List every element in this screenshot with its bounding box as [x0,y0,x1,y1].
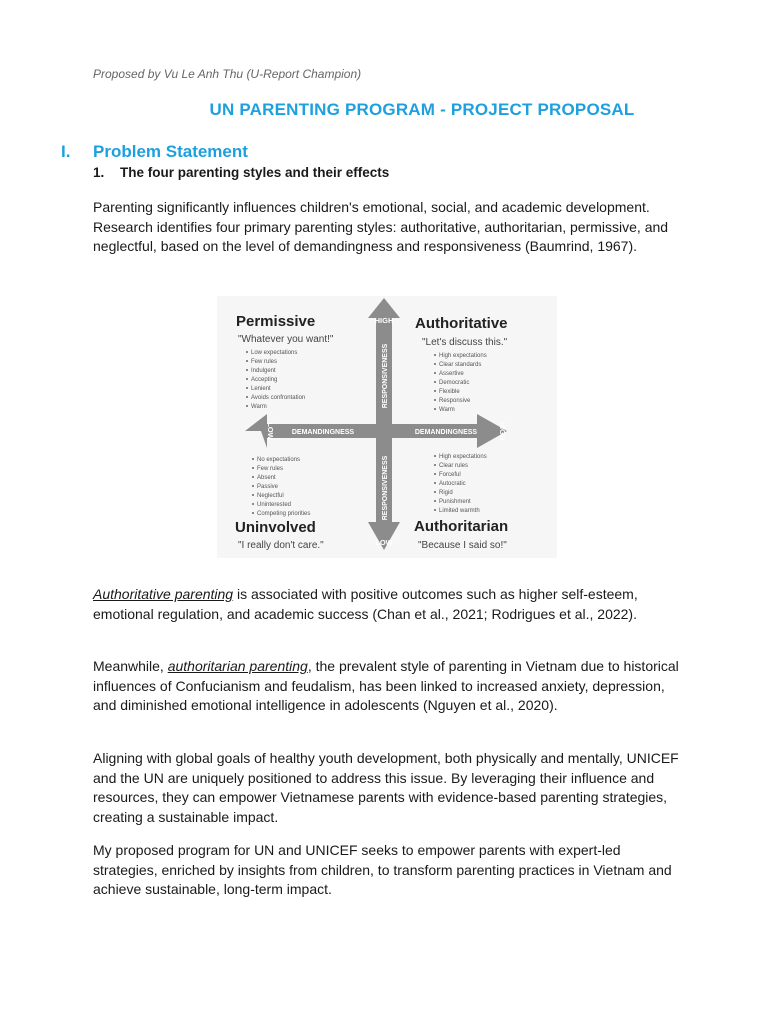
trait-item: Clear rules [439,463,469,469]
axis-demandingness-left: DEMANDINGNESS [291,429,355,436]
paragraph-global-goals: Aligning with global goals of healthy youth development, both physically and mentally, UNICEF and the UN are uniquely positioned to address this issue. By leveraging their influence and resources, they can empower Vietnamese parents with evidence-based parenting strategies, creating a sustainable impact. [93,750,679,825]
bullet [252,503,254,505]
bullet [434,381,436,383]
trait-item: Lenient [251,386,271,392]
trait-item: Neglectful [257,493,284,499]
bullet [434,372,436,374]
paragraph-authoritative-text: is associated with positive outcomes such as higher self-esteem, emotional regulation, and academic success (Chan et al., 2021; Rodrigues et al., 2022). [93,586,638,622]
authoritative-parenting-term: Authoritative parenting [93,586,234,602]
paragraph-authoritative [93,585,683,624]
paragraph-intro: Parenting significantly influences children's emotional, social, and academic development. Research identifies four primary parenting styles: authoritative, authoritarian, permissive, and neglectful, based on the level of demandingness and responsiveness (Baumrind, 1967). [93,199,669,255]
trait-item: No expectations [257,457,301,463]
subsection-number: 1. [93,165,105,180]
axis-responsiveness-top: RESPONSIVENESS [382,343,389,409]
bullet [434,390,436,392]
subsection-title: The four parenting styles and their effects [120,165,390,180]
trait-item: Competing priorities [257,511,311,517]
quadrant-authoritative-title: Authoritative [415,315,508,332]
quadrant-authoritarian-title: Authoritarian [414,518,509,535]
trait-item: Democratic [439,380,470,386]
bullet [252,476,254,478]
axis-demandingness-right: DEMANDINGNESS [414,429,478,436]
axis-low-bottom: LOW [375,538,393,547]
trait-item: Responsive [439,398,471,404]
trait-item: Absent [257,475,276,481]
quadrant-permissive-title: Permissive [236,313,316,330]
paragraph-authoritarian-lead: Meanwhile, [93,658,168,674]
bullet [434,491,436,493]
trait-item: Accepting [251,377,278,383]
trait-item: Limited warmth [439,508,480,514]
section-number: I. [61,142,71,161]
axis-responsiveness-bottom: RESPONSIVENESS [382,455,389,521]
trait-item: Warm [439,407,455,413]
bullet [252,458,254,460]
bullet [434,399,436,401]
trait-item: Autocratic [439,481,466,487]
bullet [434,509,436,511]
quadrant-permissive-quote: "Whatever you want!" [238,334,334,345]
bullet [252,494,254,496]
trait-item: Uninterested [257,502,292,508]
trait-item: Punishment [439,499,471,505]
trait-item: Forceful [439,472,461,478]
authoritarian-parenting-term: authoritarian parenting [167,658,308,674]
paragraph-program: My proposed program for UN and UNICEF seeks to empower parents with expert-led strategies, enriched by insights from children, to transform parenting practices in Vietnam and achieve sustainable, long-term impact. [93,842,672,898]
trait-item: High expectations [439,353,487,359]
bullet [246,387,248,389]
bullet [252,512,254,514]
bullet [434,482,436,484]
trait-item: High expectations [439,454,487,460]
bullet [252,467,254,469]
document-title: UN PARENTING PROGRAM - PROJECT PROPOSAL [209,100,635,119]
bullet [246,396,248,398]
section-title: Problem Statement [93,142,248,161]
bullet [434,473,436,475]
quadrant-authoritarian-quote: "Because I said so!" [418,540,507,551]
quadrant-uninvolved-title: Uninvolved [235,519,316,536]
proposed-by-line: Proposed by Vu Le Anh Thu (U-Report Champion) [93,67,362,81]
quadrant-uninvolved-quote: "I really don't care." [238,540,324,551]
trait-item: Low expectations [251,350,298,356]
trait-item: Assertive [439,371,464,377]
bullet [434,408,436,410]
bullet [434,455,436,457]
bullet [246,369,248,371]
trait-item: Passive [257,484,279,490]
bullet [434,363,436,365]
bullet [246,351,248,353]
paragraph-authoritarian [93,657,683,716]
trait-item: Rigid [439,490,453,496]
bullet [246,378,248,380]
quadrant-authoritative-quote: "Let's discuss this." [422,337,508,348]
bullet [252,485,254,487]
trait-item: Few rules [251,359,278,365]
paragraph-authoritarian-text: , the prevalent style of parenting in Vietnam due to historical influences of Confucianism and feudalism, has been linked to increased anxiety, depression, and diminished emotional intelligence in adolescents (Nguyen et al., 2020). [93,658,679,714]
bullet [246,405,248,407]
trait-item: Flexible [439,389,460,395]
axis-low-left: LOW [266,422,275,440]
axis-high-right: HIGH [498,421,507,441]
trait-item: Warm [251,404,267,410]
trait-item: Avoids confrontation [251,395,306,401]
parenting-styles-svg [217,296,557,558]
parenting-styles-diagram [217,296,557,558]
bullet [246,360,248,362]
bullet [434,500,436,502]
trait-item: Indulgent [251,368,276,374]
axis-high-top: HIGH [374,316,394,325]
trait-item: Clear standards [439,362,482,368]
trait-item: Few rules [257,466,284,472]
bullet [434,464,436,466]
bullet [434,354,436,356]
